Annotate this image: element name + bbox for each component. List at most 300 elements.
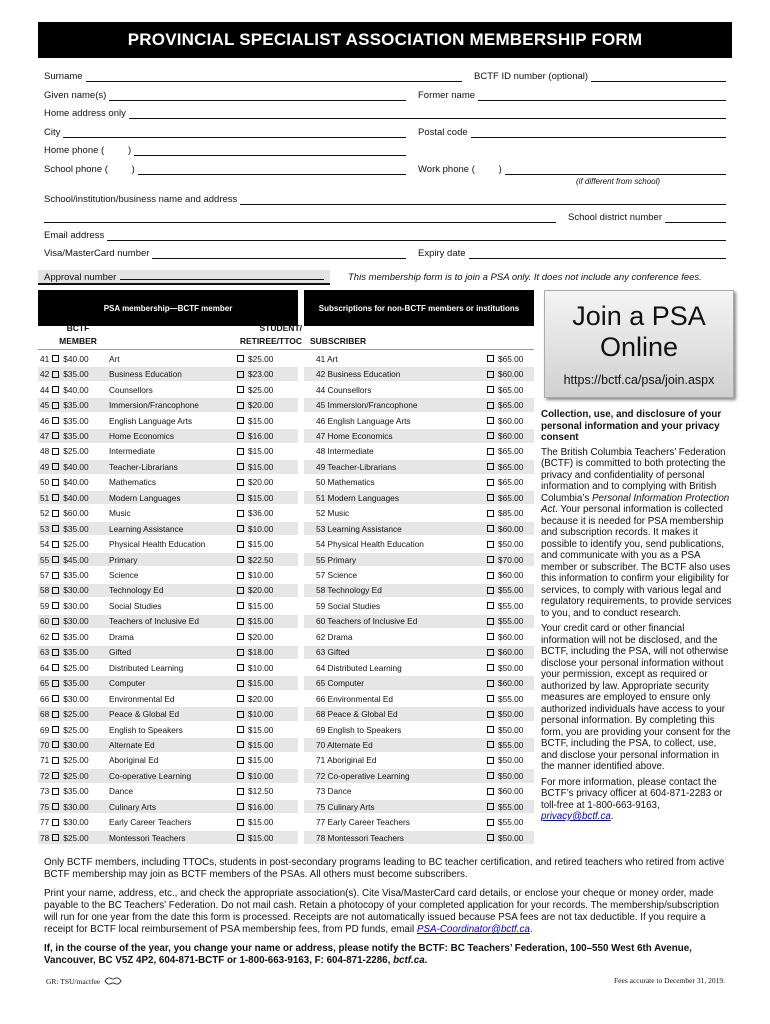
subscriber-checkbox[interactable]: [487, 772, 494, 779]
student-checkbox[interactable]: [237, 448, 244, 455]
student-checkbox[interactable]: [237, 803, 244, 810]
psa-name: Culinary Arts: [109, 801, 157, 812]
given-names-label: Given name(s): [44, 90, 107, 101]
subscriber-checkbox[interactable]: [487, 371, 494, 378]
subscriber-psa-name: 62 Drama: [316, 631, 353, 642]
psa-name: Physical Health Education: [109, 539, 206, 550]
member-fee: $35.00: [63, 647, 89, 658]
student-checkbox[interactable]: [237, 556, 244, 563]
row-subscriber-option: [484, 583, 523, 598]
student-checkbox[interactable]: [237, 834, 244, 841]
subscriber-psa-name: 50 Mathematics: [316, 477, 375, 488]
subscriber-checkbox[interactable]: [487, 402, 494, 409]
row-member-option: [40, 598, 89, 613]
subscriber-fee: $65.00: [498, 461, 524, 472]
subscriber-fee: $60.00: [498, 369, 524, 380]
row-student-option: [234, 675, 273, 690]
subscriber-checkbox[interactable]: [487, 741, 494, 748]
row-student-option: [234, 830, 273, 845]
member-checkbox[interactable]: [52, 494, 59, 501]
psa-name: Alternate Ed: [109, 739, 155, 750]
subscriber-fee: $60.00: [498, 430, 524, 441]
row-subscriber-option: [484, 397, 523, 412]
student-checkbox[interactable]: [237, 479, 244, 486]
member-checkbox[interactable]: [52, 463, 59, 470]
member-checkbox[interactable]: [52, 695, 59, 702]
row-student-option: [234, 490, 273, 505]
psa-number: 46: [40, 415, 50, 426]
school-district-label: School district number: [568, 212, 662, 223]
subscriber-fee: $55.00: [498, 585, 524, 596]
work-phone-label: Work phone ( ): [418, 164, 502, 175]
student-fee: $15.00: [248, 724, 274, 735]
member-checkbox[interactable]: [52, 572, 59, 579]
row-subscriber-option: [484, 614, 523, 629]
table-row: [38, 536, 534, 551]
school-address-line2[interactable]: [44, 213, 556, 223]
member-fee: $25.00: [63, 832, 89, 843]
psa-coordinator-email-link[interactable]: PSA-Coordinator@bctf.ca: [416, 924, 530, 935]
student-checkbox[interactable]: [237, 695, 244, 702]
subscriber-fee: $55.00: [498, 600, 524, 611]
member-checkbox[interactable]: [52, 448, 59, 455]
member-checkbox[interactable]: [52, 371, 59, 378]
member-checkbox[interactable]: [52, 834, 59, 841]
subscriber-checkbox[interactable]: [487, 711, 494, 718]
psa-name: Music: [109, 508, 131, 519]
row-subscriber-option: [484, 737, 523, 752]
student-checkbox[interactable]: [237, 649, 244, 656]
member-checkbox[interactable]: [52, 680, 59, 687]
privacy-paragraph-2: Your credit card or other financial information will not be disclosed, and the BCTF, including the PSA, will not otherwise disclose your personal information without your permission, except as required or authorized by law. Appropriate security measures are employed to ensure only authorized individuals have access to your personal information. By completing this form, you are providing your consent for the BCTF, including the PSA, to collect, use, and disclose your personal information in the manner identified above.: [541, 623, 731, 772]
subscriber-psa-name: 53 Learning Assistance: [316, 523, 402, 534]
privacy-p1-b: . Your personal information is collected because it is needed for PSA membership and subscription records. It makes it possible to identify you, send publications, and communicate with you as a PSA member or subscriber. The BCTF also uses this information to confirm your eligibility for services, to comply with various legal and regulatory requirements, to provide services to you, and to conduct research.: [541, 504, 732, 619]
row-subscriber-option: [484, 428, 523, 443]
student-checkbox[interactable]: [237, 402, 244, 409]
member-checkbox[interactable]: [52, 726, 59, 733]
footer-left: [46, 976, 122, 986]
student-checkbox[interactable]: [237, 788, 244, 795]
subscriber-fee: $60.00: [498, 631, 524, 642]
approval-box: [38, 270, 330, 285]
row-student-option: [234, 459, 273, 474]
member-checkbox[interactable]: [52, 664, 59, 671]
student-checkbox[interactable]: [237, 355, 244, 362]
member-checkbox[interactable]: [52, 618, 59, 625]
subscriber-header: Subscriptions for non-BCTF members or institutions: [304, 290, 534, 326]
table-row: [38, 506, 534, 521]
student-fee: $15.00: [248, 616, 274, 627]
bctf-website-link[interactable]: bctf.ca: [393, 955, 425, 966]
member-fee: $35.00: [63, 570, 89, 581]
table-row: [38, 737, 534, 752]
member-checkbox[interactable]: [52, 649, 59, 656]
subscriber-psa-name: 49 Teacher-Librarians: [316, 461, 397, 472]
psa-name: Social Studies: [109, 600, 162, 611]
student-checkbox[interactable]: [237, 664, 244, 671]
student-fee: $20.00: [248, 477, 274, 488]
member-checkbox[interactable]: [52, 772, 59, 779]
student-checkbox[interactable]: [237, 618, 244, 625]
student-checkbox[interactable]: [237, 371, 244, 378]
subscriber-psa-name: 48 Intermediate: [316, 446, 374, 457]
psa-name: Dance: [109, 786, 133, 797]
subscriber-fee: $55.00: [498, 817, 524, 828]
privacy-email-link[interactable]: privacy@bctf.ca: [541, 811, 611, 822]
row-student-option: [234, 614, 273, 629]
subscriber-checkbox[interactable]: [487, 556, 494, 563]
privacy-paragraph-3: [541, 777, 735, 823]
psa-number: 55: [40, 554, 50, 565]
student-checkbox[interactable]: [237, 386, 244, 393]
row-student-option: [234, 645, 273, 660]
student-checkbox[interactable]: [237, 525, 244, 532]
table-row: [38, 660, 534, 675]
student-fee: $10.00: [248, 662, 274, 673]
school-phone-field[interactable]: [138, 165, 406, 175]
student-checkbox[interactable]: [237, 510, 244, 517]
member-header: PSA membership—BCTF member: [38, 290, 298, 326]
table-row: [38, 753, 534, 768]
row-member-option: [40, 490, 89, 505]
header-divider: [38, 349, 534, 350]
row-subscriber-option: [484, 660, 523, 675]
subscriber-psa-name: 77 Early Career Teachers: [316, 817, 410, 828]
row-student-option: [234, 784, 273, 799]
row-subscriber-option: [484, 629, 523, 644]
surname-field[interactable]: [86, 72, 462, 82]
subscriber-checkbox[interactable]: [487, 649, 494, 656]
join-url-link[interactable]: https://bctf.ca/psa/join.aspx: [563, 373, 715, 387]
member-fee: $30.00: [63, 600, 89, 611]
member-checkbox[interactable]: [52, 587, 59, 594]
student-checkbox[interactable]: [237, 572, 244, 579]
member-checkbox[interactable]: [52, 402, 59, 409]
join-title: [545, 301, 733, 363]
school-address-field[interactable]: [240, 195, 726, 205]
psa-name: English Language Arts: [109, 415, 193, 426]
subscriber-checkbox[interactable]: [487, 695, 494, 702]
subscriber-checkbox[interactable]: [487, 525, 494, 532]
member-checkbox[interactable]: [52, 633, 59, 640]
city-label: City: [44, 127, 61, 138]
psa-number: 58: [40, 585, 50, 596]
subscriber-checkbox[interactable]: [487, 618, 494, 625]
table-row: [38, 475, 534, 490]
table-row: [38, 567, 534, 582]
row-student-option: [234, 722, 273, 737]
instructions-end: .: [529, 924, 533, 935]
subscriber-fee: $50.00: [498, 539, 524, 550]
member-fee: $25.00: [63, 539, 89, 550]
table-row: [38, 784, 534, 799]
student-checkbox[interactable]: [237, 494, 244, 501]
table-row: [38, 629, 534, 644]
student-checkbox[interactable]: [237, 541, 244, 548]
member-checkbox[interactable]: [52, 525, 59, 532]
table-row: [38, 722, 534, 737]
subscriber-fee: $50.00: [498, 770, 524, 781]
member-fee: $40.00: [63, 477, 89, 488]
student-checkbox[interactable]: [237, 680, 244, 687]
subscriber-checkbox[interactable]: [487, 834, 494, 841]
row-member-option: [40, 444, 89, 459]
privacy-p1-italic: Personal Information Protection Act: [541, 492, 730, 515]
row-member-option: [40, 691, 89, 706]
col-student-line2: RETIREE/TTOC: [239, 336, 302, 346]
psa-number: 64: [40, 662, 50, 673]
subscriber-checkbox[interactable]: [487, 417, 494, 424]
subscriber-fee: $70.00: [498, 554, 524, 565]
postal-code-label: Postal code: [418, 127, 468, 138]
psa-number: 63: [40, 647, 50, 658]
student-checkbox[interactable]: [237, 633, 244, 640]
row-subscriber-option: [484, 799, 523, 814]
member-checkbox[interactable]: [52, 788, 59, 795]
subscriber-psa-name: 52 Music: [316, 508, 350, 519]
row-student-option: [234, 660, 273, 675]
psa-number: 78: [40, 832, 50, 843]
expiry-field[interactable]: [469, 249, 726, 259]
subscriber-checkbox[interactable]: [487, 510, 494, 517]
psa-number: 72: [40, 770, 50, 781]
subscriber-checkbox[interactable]: [487, 432, 494, 439]
row-student-option: [234, 815, 273, 830]
subscriber-checkbox[interactable]: [487, 788, 494, 795]
table-row: [38, 366, 534, 381]
bctf-id-field[interactable]: [591, 72, 726, 82]
member-checkbox[interactable]: [52, 741, 59, 748]
subscriber-checkbox[interactable]: [487, 494, 494, 501]
row-student-option: [234, 706, 273, 721]
subscriber-checkbox[interactable]: [487, 602, 494, 609]
row-subscriber-option: [484, 459, 523, 474]
city-field[interactable]: [63, 128, 406, 138]
psa-number: 48: [40, 446, 50, 457]
psa-number: 68: [40, 709, 50, 720]
subscriber-checkbox[interactable]: [487, 664, 494, 671]
student-checkbox[interactable]: [237, 417, 244, 424]
col-subscriber: SUBSCRIBER: [310, 336, 367, 346]
member-fee: $35.00: [63, 523, 89, 534]
subscriber-psa-name: 63 Gifted: [316, 647, 350, 658]
subscriber-checkbox[interactable]: [487, 803, 494, 810]
psa-number: 59: [40, 600, 50, 611]
table-row: [38, 552, 534, 567]
subscriber-checkbox[interactable]: [487, 819, 494, 826]
subscriber-checkbox[interactable]: [487, 355, 494, 362]
subscriber-checkbox[interactable]: [487, 479, 494, 486]
psa-number: 41: [40, 353, 50, 364]
student-checkbox[interactable]: [237, 463, 244, 470]
row-member-option: [40, 382, 89, 397]
row-member-option: [40, 366, 89, 381]
table-row: [38, 583, 534, 598]
row-student-option: [234, 567, 273, 582]
school-district-field[interactable]: [665, 213, 726, 223]
student-checkbox[interactable]: [237, 432, 244, 439]
member-checkbox[interactable]: [52, 803, 59, 810]
subscriber-fee: $60.00: [498, 786, 524, 797]
student-checkbox[interactable]: [237, 819, 244, 826]
member-fee: $35.00: [63, 678, 89, 689]
psa-number: 50: [40, 477, 50, 488]
row-member-option: [40, 397, 89, 412]
subscriber-checkbox[interactable]: [487, 463, 494, 470]
row-subscriber-option: [484, 567, 523, 582]
member-checkbox[interactable]: [52, 602, 59, 609]
member-checkbox[interactable]: [52, 711, 59, 718]
student-fee: $15.00: [248, 539, 274, 550]
row-member-option: [40, 675, 89, 690]
expiry-label: Expiry date: [418, 248, 466, 259]
work-phone-hint: (if different from school): [576, 177, 661, 186]
psa-number: 57: [40, 570, 50, 581]
row-student-option: [234, 737, 273, 752]
table-row: [38, 444, 534, 459]
psa-name: Mathematics: [109, 477, 157, 488]
home-address-field[interactable]: [129, 109, 726, 119]
row-student-option: [234, 753, 273, 768]
row-student-option: [234, 598, 273, 613]
student-checkbox[interactable]: [237, 757, 244, 764]
join-title-line1: Join a PSA: [572, 301, 706, 331]
subscriber-checkbox[interactable]: [487, 757, 494, 764]
row-student-option: [234, 475, 273, 490]
psa-name: Teachers of Inclusive Ed: [109, 616, 199, 627]
subscriber-checkbox[interactable]: [487, 572, 494, 579]
subscriber-checkbox[interactable]: [487, 541, 494, 548]
member-fee: $40.00: [63, 461, 89, 472]
subscriber-checkbox[interactable]: [487, 386, 494, 393]
subscriber-psa-name: 72 Co-operative Learning: [316, 770, 410, 781]
psa-name: Peace & Global Ed: [109, 709, 180, 720]
work-phone-field[interactable]: [505, 165, 726, 175]
row-member-option: [40, 629, 89, 644]
row-subscriber-option: [484, 598, 523, 613]
psa-name: Intermediate: [109, 446, 156, 457]
row-member-option: [40, 567, 89, 582]
student-fee: $16.00: [248, 430, 274, 441]
row-member-option: [40, 506, 89, 521]
subscriber-psa-name: 68 Peace & Global Ed: [316, 709, 398, 720]
row-subscriber-option: [484, 444, 523, 459]
student-checkbox[interactable]: [237, 726, 244, 733]
col-student-line1: STUDENT/: [259, 323, 302, 333]
row-member-option: [40, 815, 89, 830]
table-row: [38, 614, 534, 629]
student-fee: $12.50: [248, 786, 274, 797]
row-student-option: [234, 552, 273, 567]
home-address-label: Home address only: [44, 108, 126, 119]
member-fee: $30.00: [63, 585, 89, 596]
psa-number: 73: [40, 786, 50, 797]
home-phone-field[interactable]: [134, 146, 406, 156]
student-checkbox[interactable]: [237, 772, 244, 779]
subscriber-fee: $55.00: [498, 616, 524, 627]
member-checkbox[interactable]: [52, 432, 59, 439]
member-checkbox[interactable]: [52, 819, 59, 826]
student-fee: $25.00: [248, 353, 274, 364]
student-checkbox[interactable]: [237, 711, 244, 718]
member-checkbox[interactable]: [52, 541, 59, 548]
psa-number: 75: [40, 801, 50, 812]
row-city: [44, 124, 726, 138]
member-checkbox[interactable]: [52, 757, 59, 764]
student-fee: $23.00: [248, 369, 274, 380]
subscriber-checkbox[interactable]: [487, 587, 494, 594]
subscriber-checkbox[interactable]: [487, 680, 494, 687]
postal-code-field[interactable]: [471, 128, 726, 138]
psa-name: Gifted: [109, 647, 132, 658]
row-subscriber-option: [484, 506, 523, 521]
privacy-p3-text: For more information, please contact the BCTF’s privacy officer at 604-871-2283 or toll-free at 1-800-663-9163,: [541, 776, 723, 811]
student-fee: $15.00: [248, 461, 274, 472]
join-psa-online-box[interactable]: [544, 290, 734, 398]
given-names-field[interactable]: [109, 91, 406, 101]
subscriber-psa-name: 78 Montessori Teachers: [316, 832, 404, 843]
student-checkbox[interactable]: [237, 741, 244, 748]
member-fee: $30.00: [63, 693, 89, 704]
table-row: [38, 691, 534, 706]
member-checkbox[interactable]: [52, 510, 59, 517]
subscriber-checkbox[interactable]: [487, 448, 494, 455]
psa-number: 51: [40, 492, 50, 503]
join-title-line2: Online: [599, 332, 679, 362]
subscriber-fee: $50.00: [498, 709, 524, 720]
member-fee: $35.00: [63, 400, 89, 411]
member-checkbox[interactable]: [52, 479, 59, 486]
psa-number: 62: [40, 631, 50, 642]
row-member-option: [40, 830, 89, 845]
row-student-option: [234, 413, 273, 428]
member-checkbox[interactable]: [52, 417, 59, 424]
row-given-names: [44, 87, 726, 101]
member-checkbox[interactable]: [52, 556, 59, 563]
subscriber-psa-name: 59 Social Studies: [316, 600, 381, 611]
student-checkbox[interactable]: [237, 587, 244, 594]
member-checkbox[interactable]: [52, 355, 59, 362]
psa-number: 65: [40, 678, 50, 689]
row-subscriber-option: [484, 521, 523, 536]
subscriber-checkbox[interactable]: [487, 633, 494, 640]
subscriber-checkbox[interactable]: [487, 726, 494, 733]
row-member-option: [40, 428, 89, 443]
card-field[interactable]: [152, 249, 406, 259]
student-fee: $15.00: [248, 755, 274, 766]
former-name-field[interactable]: [478, 91, 726, 101]
student-checkbox[interactable]: [237, 602, 244, 609]
row-member-option: [40, 660, 89, 675]
psa-name: Montessori Teachers: [109, 832, 186, 843]
row-member-option: [40, 799, 89, 814]
subscriber-fee: $55.00: [498, 693, 524, 704]
row-subscriber-option: [484, 382, 523, 397]
subscriber-fee: $60.00: [498, 523, 524, 534]
row-subscriber-option: [484, 675, 523, 690]
subscriber-fee: $65.00: [498, 492, 524, 503]
email-field[interactable]: [107, 231, 726, 241]
subscriber-psa-name: 54 Physical Health Education: [316, 539, 424, 550]
approval-field[interactable]: [120, 272, 324, 280]
psa-number: 54: [40, 539, 50, 550]
subscriber-fee: $65.00: [498, 477, 524, 488]
footer-code: GR: TSU/mactfee: [46, 976, 101, 986]
member-fee: $35.00: [63, 631, 89, 642]
member-checkbox[interactable]: [52, 386, 59, 393]
privacy-p1-a: The British Columbia Teachers’ Federation (BCTF) is committed to both protecting the privacy and confidentiality of personal information and to complying with British Columbia’s: [541, 446, 726, 504]
subscriber-fee: $55.00: [498, 801, 524, 812]
